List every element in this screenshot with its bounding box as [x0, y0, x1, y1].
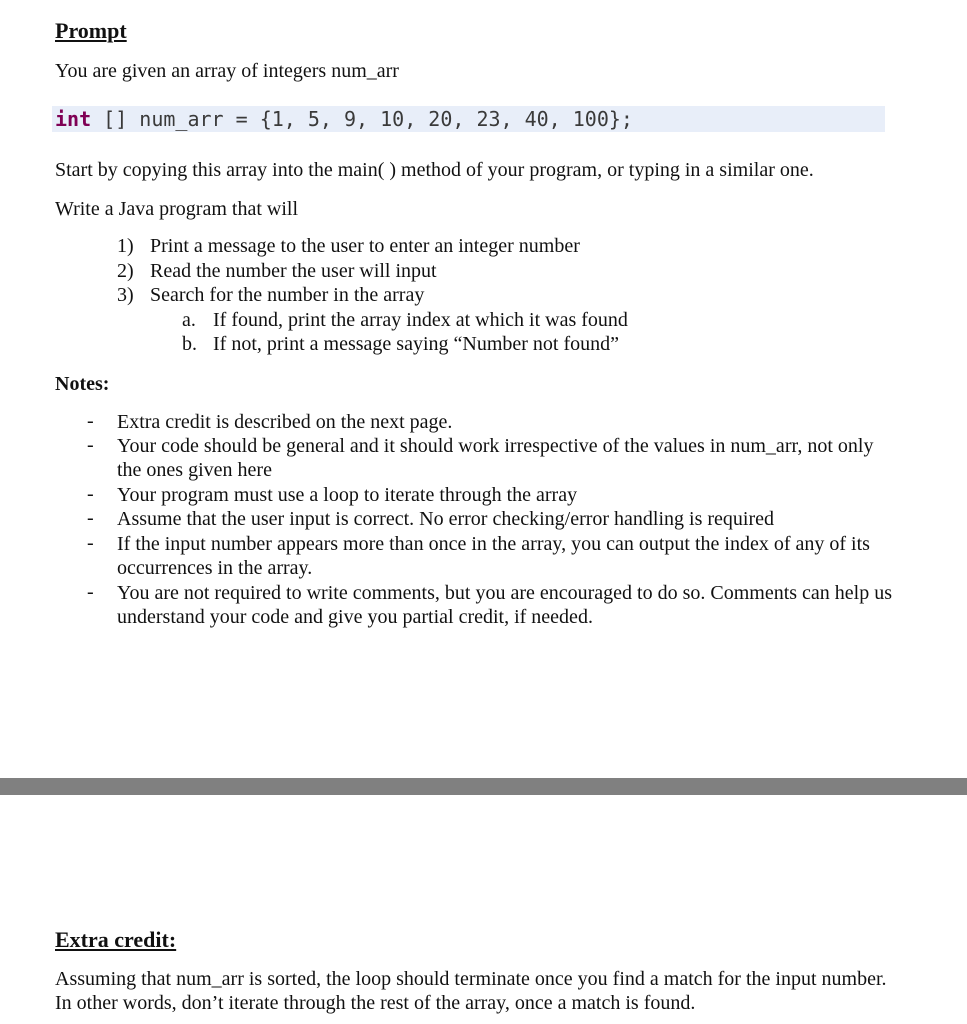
- note-bullet: -: [87, 532, 94, 554]
- note-bullet: -: [87, 410, 94, 432]
- step-marker: 1): [117, 235, 134, 257]
- substep-marker: a.: [182, 309, 196, 331]
- code-rest: [] num_arr = {1, 5, 9, 10, 20, 23, 40, 100};: [91, 107, 633, 131]
- substep-text: If not, print a message saying “Number not found”: [213, 333, 620, 355]
- note-bullet: -: [87, 507, 94, 529]
- step-text: Read the number the user will input: [150, 260, 437, 282]
- note-bullet: -: [87, 483, 94, 505]
- prompt-heading: Prompt: [55, 18, 127, 43]
- note-bullet: -: [87, 581, 94, 603]
- step-marker: 2): [117, 260, 134, 282]
- write-instruction: Write a Java program that will: [55, 198, 298, 220]
- note-bullet: -: [87, 434, 94, 456]
- extra-credit-text: Assuming that num_arr is sorted, the loop should terminate once you find a match for the input number. In other words, don’t iterate through the rest of the array, once a match is found.: [55, 968, 887, 1014]
- note-item: Your code should be general and it should work irrespective of the values in num_arr, not only the ones given here: [117, 435, 874, 481]
- note-item: You are not required to write comments, but you are encouraged to do so. Comments can help us understand your code and give you partial credit, if needed.: [117, 582, 893, 628]
- page-break-bar: [0, 778, 967, 795]
- code-keyword: int: [55, 107, 92, 131]
- note-item: If the input number appears more than once in the array, you can output the index of any of its occurrences in the array.: [117, 533, 870, 579]
- step-text: Search for the number in the array: [150, 284, 425, 306]
- code-snippet: [52, 106, 885, 132]
- start-instruction: Start by copying this array into the main( ) method of your program, or typing in a similar one.: [55, 159, 814, 181]
- notes-heading: Notes:: [55, 373, 110, 395]
- prompt-intro: You are given an array of integers num_arr: [55, 60, 399, 82]
- substep-marker: b.: [182, 333, 197, 355]
- step-text: Print a message to the user to enter an integer number: [150, 235, 580, 257]
- note-item: Assume that the user input is correct. No error checking/error handling is required: [117, 508, 775, 530]
- note-item: Your program must use a loop to iterate through the array: [117, 484, 578, 506]
- extra-credit-heading: Extra credit:: [55, 927, 177, 952]
- substep-text: If found, print the array index at which it was found: [213, 309, 628, 331]
- step-marker: 3): [117, 284, 134, 306]
- note-item: Extra credit is described on the next page.: [117, 411, 453, 433]
